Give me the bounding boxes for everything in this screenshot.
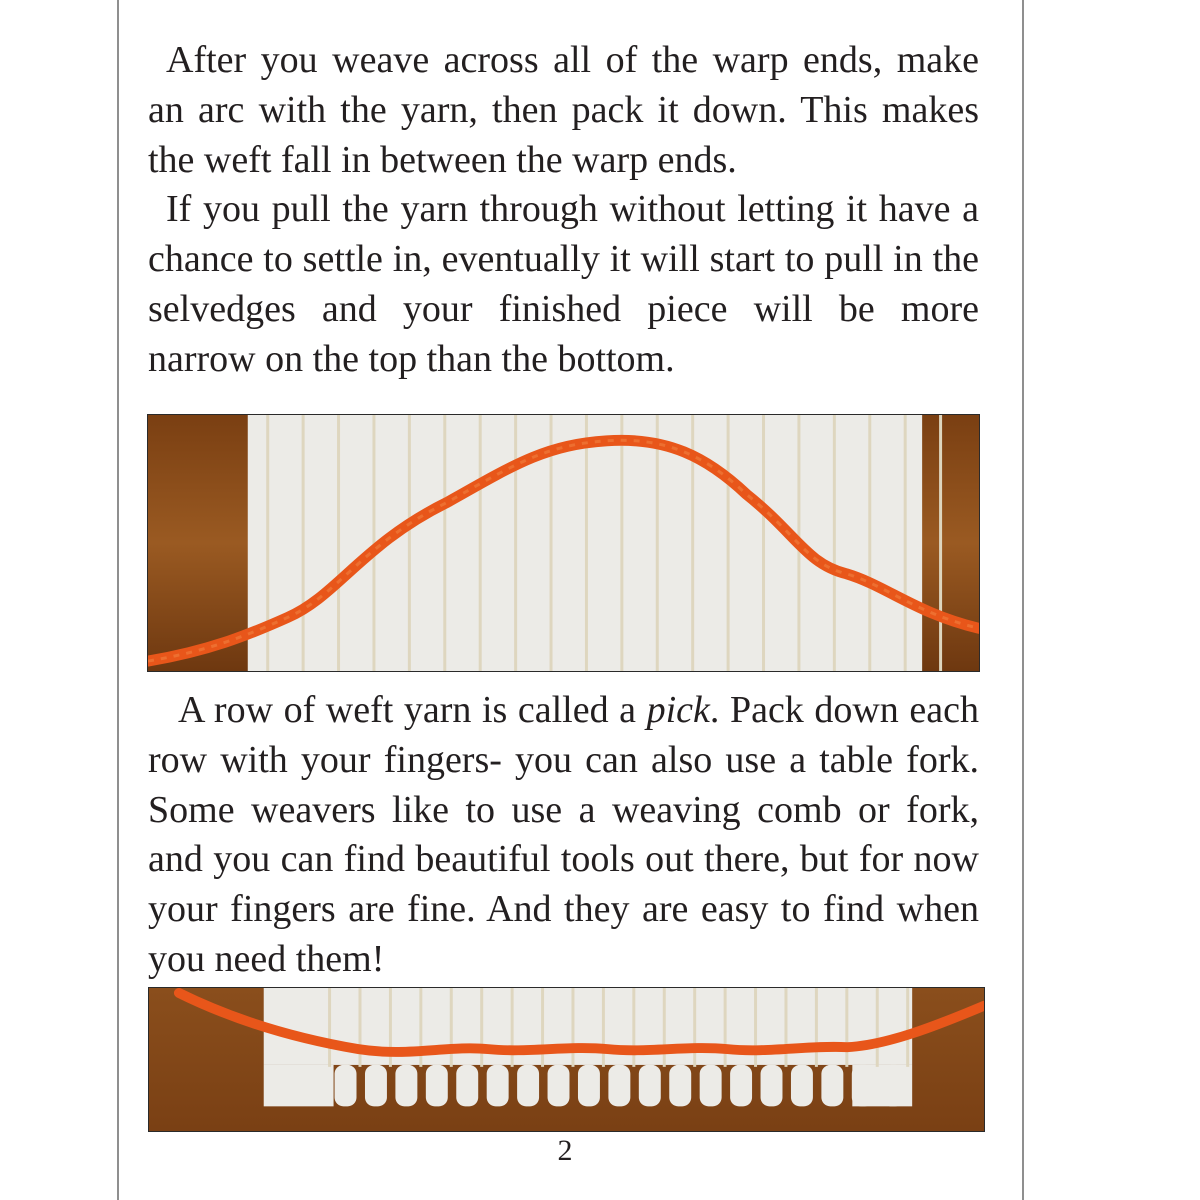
pick-text-after: . Pack down each row with your fingers- you can also use a table fork. Some weavers like to use a weaving comb or fork, and you can find beautiful tools out there, but for now your fingers are fine. And they are easy to find when you need them!: [148, 689, 979, 980]
paragraph-selvedges: If you pull the yarn through without letting it have a chance to settle in, eventually it will start to pull in the selvedges and your finished piece will be more narrow on the top than the bottom.: [148, 188, 979, 380]
paragraph-arc: After you weave across all of the warp ends, make an arc with the yarn, then pack it down. This makes the weft fall in between the warp ends.: [148, 39, 979, 181]
packed-weft-photo: [148, 987, 985, 1132]
weft-arc-photo: [147, 414, 980, 672]
pick-text-before: A row of weft yarn is called a: [178, 689, 647, 731]
intro-paragraph: [148, 36, 979, 385]
page-number: 2: [557, 1134, 573, 1167]
page-left-edge: [117, 0, 119, 1200]
page-right-edge: [1022, 0, 1024, 1200]
pick-term: pick: [646, 689, 710, 731]
pick-paragraph: [148, 686, 979, 985]
